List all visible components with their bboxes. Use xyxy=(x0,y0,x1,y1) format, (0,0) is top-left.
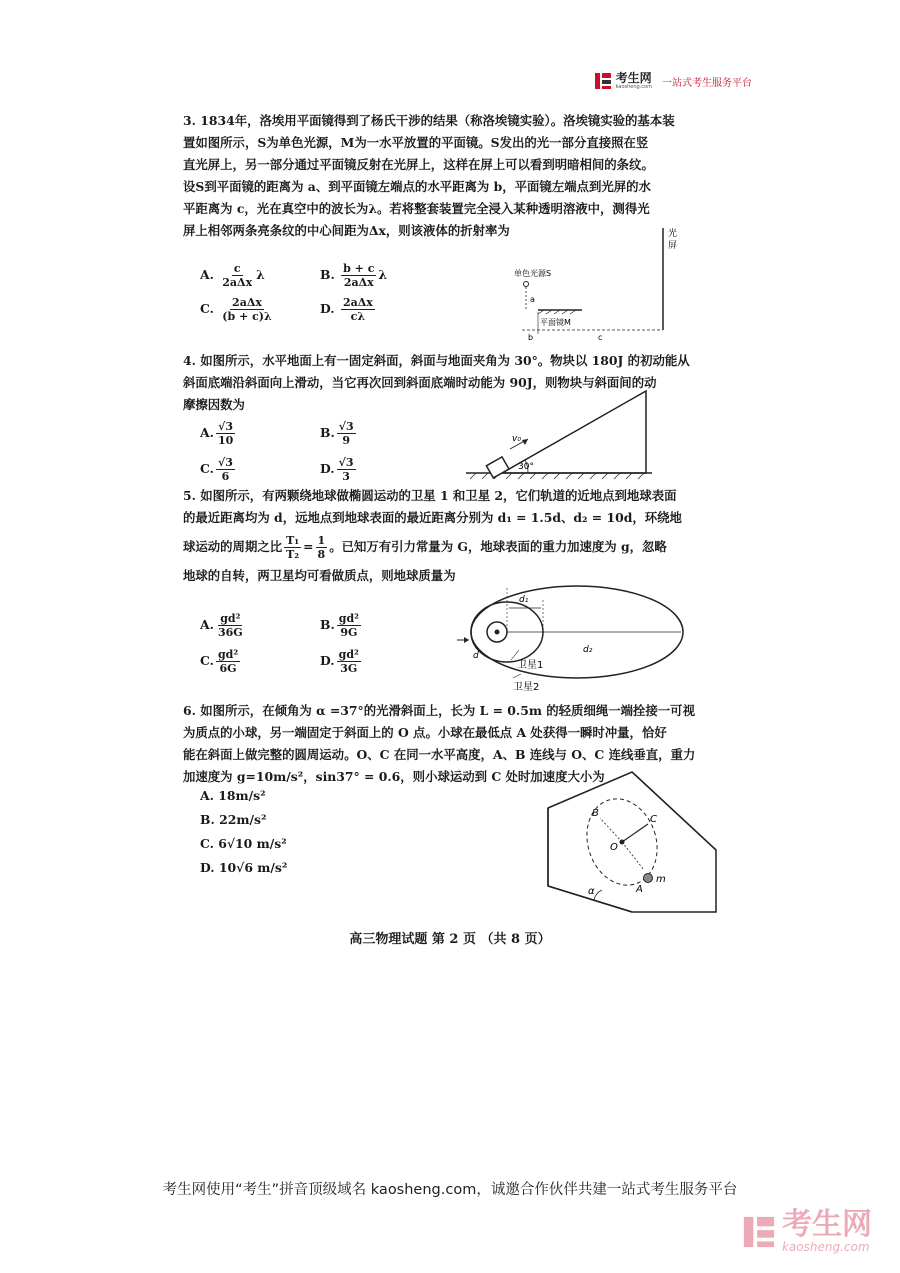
point-c-label: C xyxy=(650,814,657,825)
satellite-1-label: 卫星1 xyxy=(517,660,544,671)
mass-label: m xyxy=(656,874,666,885)
fraction: $\frac{√3}{10}$ xyxy=(217,420,234,447)
q4-line: 摩擦因数为 xyxy=(183,397,245,412)
kaosheng-watermark-icon xyxy=(742,1215,776,1249)
logo-domain: kaosheng.com xyxy=(615,84,652,90)
q4-option-d[interactable]: D. $\frac{√3}{3}$ xyxy=(320,456,354,483)
q5-option-d[interactable]: D. $\frac{\text{gd²}}{3G}$ xyxy=(320,648,359,675)
q3-option-c[interactable]: C. $\frac{\text{2aΔx}}{(b + c)\lambda}$ xyxy=(200,296,272,323)
q5-line: 地球的自转，两卫星均可看做质点，则地球质量为 xyxy=(183,568,456,583)
d-label: d xyxy=(473,651,479,661)
screen-label: 屏 xyxy=(668,241,678,251)
source-label: 单色光源S xyxy=(514,269,552,278)
fraction: $\frac{b + c}{\text{2aΔx}}$ xyxy=(343,262,375,289)
fraction: $\frac{\text{T₁}}{\text{T₂}}$ xyxy=(286,534,300,561)
alpha-label: α xyxy=(588,886,595,897)
logo-slogan: 一站式考生服务平台 xyxy=(662,77,752,89)
pivot-point xyxy=(620,840,625,845)
q3-line: 设S到平面镜的距离为 a、到平面镜左端点的水平距离为 b，平面镜左端点到光屏的水 xyxy=(183,179,651,194)
q5-option-a[interactable]: A. $\frac{\text{gd²}}{36G}$ xyxy=(200,612,243,639)
fraction: $\frac{\text{gd²}}{3G}$ xyxy=(338,648,359,675)
q3-line: 屏上相邻两条亮条纹的中心间距为Δx，则该液体的折射率为 xyxy=(183,223,510,238)
watermark-name: 考生网 xyxy=(782,1207,872,1242)
mirror-label: 平面镜M xyxy=(540,318,571,327)
fraction: $\frac{1}{8}$ xyxy=(317,534,326,561)
q5-line: 球运动的周期之比 $\frac{\text{T₁}}{\text{T₂}}$ = $\frac{1}{8}$ 。已知万有引力常量为 G，地球表面的重力加速度为 g，忽略 xyxy=(183,534,667,561)
q5-option-c[interactable]: C. $\frac{\text{gd²}}{6G}$ xyxy=(200,648,239,675)
light-source-icon xyxy=(524,282,529,287)
c-label: c xyxy=(598,333,603,342)
v0-label: v₀ xyxy=(512,434,521,444)
d1-label: d₁ xyxy=(519,595,529,605)
point-o-label: O xyxy=(610,842,618,853)
fraction: $\frac{\text{gd²}}{36G}$ xyxy=(217,612,243,639)
q6-line: 为质点的小球，另一端固定于斜面上的 O 点。小球在最低点 A 处获得一瞬时冲量，恰好 xyxy=(183,725,667,740)
q6-option-a[interactable]: A. 18m/s² xyxy=(200,788,266,803)
satellite-2-label: 卫星2 xyxy=(513,682,540,693)
fraction: $\frac{√3}{3}$ xyxy=(338,456,354,483)
q6-option-d[interactable]: D. 10√6 m/s² xyxy=(200,860,288,875)
kaosheng-logo-icon xyxy=(594,72,612,90)
d2-label: d₂ xyxy=(583,645,593,655)
fraction: $\frac{\text{2aΔx}}{c\lambda}$ xyxy=(342,296,373,323)
q5-line: 的最近距离均为 d，远地点到地球表面的最近距离分别为 d₁ = 1.5d、d₂ = 10d，环绕地 xyxy=(183,510,682,525)
header-logo xyxy=(594,72,752,90)
page-number: 高三物理试题 第 2 页 （共 8 页） xyxy=(349,932,551,947)
q6-option-c[interactable]: C. 6√10 m/s² xyxy=(200,836,287,851)
watermark-domain: kaosheng.com xyxy=(782,1240,870,1254)
q6-option-b[interactable]: B. 22m/s² xyxy=(200,812,267,827)
fraction: $\frac{\text{gd²}}{9G}$ xyxy=(338,612,359,639)
q5-line: 5. 如图所示，有两颗绕地球做椭圆运动的卫星 1 和卫星 2，它们轨道的近地点到地球表面 xyxy=(183,488,677,503)
fraction: $\frac{√3}{9}$ xyxy=(338,420,354,447)
q4-line: 斜面底端沿斜面向上滑动，当它再次回到斜面底端时动能为 90J，则物块与斜面间的动 xyxy=(183,375,657,390)
incline-block xyxy=(548,772,716,912)
lloyd-mirror-figure xyxy=(508,222,688,342)
q5-option-b[interactable]: B. $\frac{\text{gd²}}{9G}$ xyxy=(320,612,359,639)
inclined-circle-figure xyxy=(540,766,720,916)
q4-option-b[interactable]: B. $\frac{√3}{9}$ xyxy=(320,420,354,447)
q3-option-b[interactable]: B. $\frac{b + c}{\text{2aΔx}}$ λ xyxy=(320,262,388,289)
fraction: $\frac{√3}{6}$ xyxy=(217,456,233,483)
ball-icon xyxy=(644,874,653,883)
fraction: $\frac{\text{gd²}}{6G}$ xyxy=(217,648,239,675)
q3-line: 置如图所示，S为单色光源，M为一水平放置的平面镜。S发出的光一部分直接照在竖 xyxy=(183,135,649,150)
q4-option-a[interactable]: A. $\frac{√3}{10}$ xyxy=(200,420,234,447)
point-b-label: B xyxy=(592,808,599,819)
fraction: $\frac{\text{2aΔx}}{(b + c)\lambda}$ xyxy=(222,296,272,323)
screen-label: 光 xyxy=(668,229,678,239)
q6-line: 加速度为 g=10m/s²，sin37° = 0.6，则小球运动到 C 处时加速度大小为 xyxy=(183,769,605,784)
q6-line: 6. 如图所示，在倾角为 α =37°的光滑斜面上，长为 L = 0.5m 的轻质细绳一端拴接一可视 xyxy=(183,703,695,718)
q4-line: 4. 如图所示，水平地面上有一固定斜面，斜面与地面夹角为 30°。物块以 180J 的初动能从 xyxy=(183,353,690,368)
a-label: a xyxy=(530,295,535,304)
angle-label: 30° xyxy=(518,462,534,472)
q4-option-c[interactable]: C. $\frac{√3}{6}$ xyxy=(200,456,233,483)
incline xyxy=(502,391,646,473)
question-5-text xyxy=(183,485,715,587)
q3-line: 3. 1834年，洛埃用平面镜得到了杨氏干涉的结果（称洛埃镜实验）。洛埃镜实验的基本装 xyxy=(183,113,675,128)
block xyxy=(486,457,509,478)
satellite-orbits-figure xyxy=(455,580,695,695)
q3-line: 平距离为 c，光在真空中的波长为λ。若将整套装置完全浸入某种透明溶液中，测得光 xyxy=(183,201,650,216)
q3-option-a[interactable]: A. $\frac{c}{\text{2aΔx}}$ λ xyxy=(200,262,265,289)
logo-name: 考生网 xyxy=(615,71,652,85)
q6-line: 能在斜面上做完整的圆周运动。O、C 在同一水平高度，A、B 连线与 O、C 连线垂直，重力 xyxy=(183,747,696,762)
point-a-label: A xyxy=(636,884,643,895)
incline-block-figure xyxy=(462,385,692,485)
b-label: b xyxy=(528,333,534,342)
fraction: $\frac{c}{\text{2aΔx}}$ xyxy=(222,262,253,289)
q3-line: 直光屏上，另一部分通过平面镜反射在光屏上，这样在屏上可以看到明暗相间的条纹。 xyxy=(183,157,654,172)
watermark xyxy=(742,1207,872,1254)
q3-option-d[interactable]: D. $\frac{\text{2aΔx}}{c\lambda}$ xyxy=(320,296,373,323)
site-footer-note: 考生网使用“考生”拼音顶级域名 kaosheng.com，诚邀合作伙伴共建一站式考生服务平台 xyxy=(162,1182,738,1198)
